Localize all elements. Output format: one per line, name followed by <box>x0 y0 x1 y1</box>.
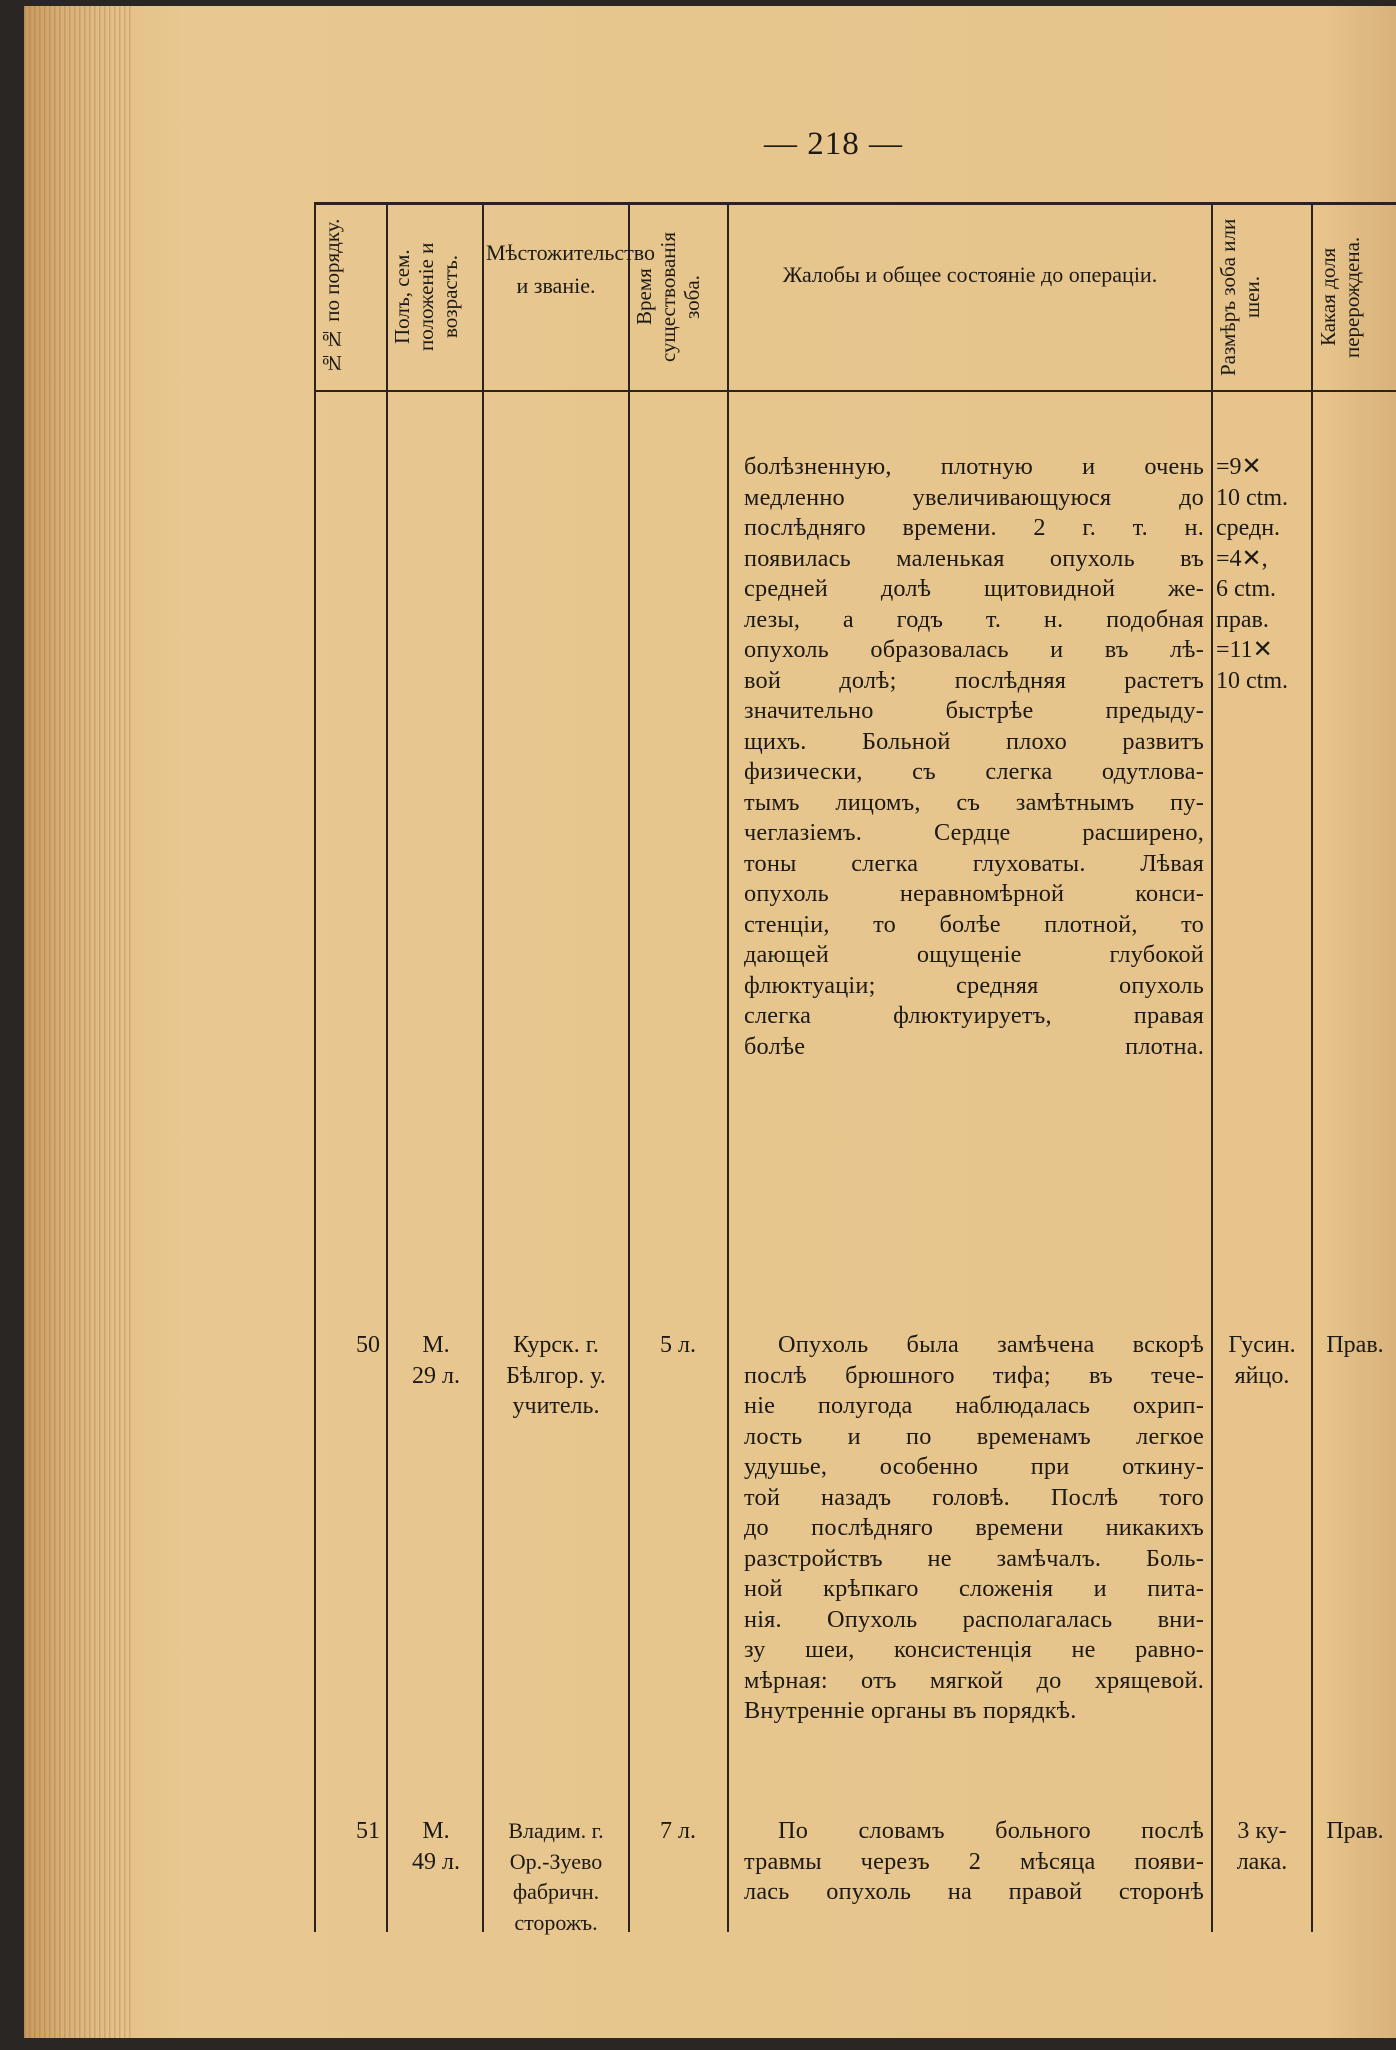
row-51-lobe: Прав. <box>1326 1818 1384 1844</box>
page-number: — 218 — <box>764 126 903 162</box>
header-residence: Мѣстожительство и званіе. <box>486 240 656 298</box>
book-page <box>24 6 1396 2038</box>
header-size: Размѣръ зоба или шеи. <box>1216 218 1264 376</box>
header-complaints: Жалобы и общее состояніе до операціи. <box>782 262 1158 287</box>
table-top-rule <box>316 202 1396 205</box>
row-50-size: Гусин. яйцо. <box>1228 1332 1296 1389</box>
col-rule-2 <box>482 202 484 1932</box>
row-50-number: 50 <box>356 1332 380 1358</box>
col-rule-1 <box>386 202 388 1932</box>
col-rule-3 <box>628 202 630 1932</box>
row-50-residence: Курск. г. Бѣлгор. у. учитель. <box>506 1332 606 1420</box>
header-number: №№ по порядку. <box>320 218 344 376</box>
col-rule-4 <box>727 202 729 1932</box>
row-50-complaints: Опухоль была замѣчена вскорѣ послѣ брюшного тифа; въ тече- ніе полугода наблюдалась охрип- лость и по временамъ легкое удушье, особенно при откину- той назадъ головѣ. Послѣ того до послѣдняго времени никакихъ разстройствъ не замѣчалъ. Боль- ной крѣпкаго сложенія и пита- нія. Опухоль располагалась вни- зу шеи, консистенція не равно- мѣрная: отъ мягкой до хрящевой. Внутренніе органы въ порядкѣ. <box>744 1331 1204 1724</box>
continuation-size: =9✕ 10 ctm. средн. =4✕, 6 ctm. прав. =11✕ 10 ctm. <box>1216 454 1288 694</box>
header-sex-age: Полъ, сем. положеніе и возрастъ. <box>390 242 462 352</box>
header-bottom-rule <box>316 390 1396 392</box>
header-lobe: Какая доля перерождена. <box>1316 236 1364 358</box>
header-duration: Время существованія зоба. <box>632 231 704 363</box>
col-rule-5 <box>1211 202 1213 1932</box>
row-51-number: 51 <box>356 1818 380 1844</box>
row-51-size: 3 ку- лака. <box>1236 1818 1288 1875</box>
page-stack-edges <box>24 6 134 2038</box>
col-rule-6 <box>1311 202 1313 1932</box>
row-51-sex-age: М. 49 л. <box>412 1818 460 1875</box>
row-51-residence: Владим. г. Ор.-Зуево фабричн. сторожъ. <box>508 1818 604 1935</box>
row-50-duration: 5 л. <box>660 1332 696 1358</box>
row-51-complaints: По словамъ больного послѣ травмы черезъ 2 мѣсяца появи- лась опухоль на правой сторонѣ <box>744 1817 1204 1905</box>
row-51-duration: 7 л. <box>660 1818 696 1844</box>
row-50-lobe: Прав. <box>1326 1332 1384 1358</box>
col-rule-0 <box>314 202 316 1932</box>
continuation-complaints: болѣзненную, плотную и очень медленно увеличивающуюся до послѣдняго времени. 2 г. т. н. появилась маленькая опухоль въ средней долѣ щитовидной же- лезы, а годъ т. н. подобная опухоль образовалась и въ лѣ- вой долѣ; послѣдняя растетъ значительно быстрѣе предыду- щихъ. Больной плохо развитъ физически, съ слегка одутлова- тымъ лицомъ, съ замѣтнымъ пу- чеглазіемъ. Сердце расширено, тоны слегка глуховаты. Лѣвая опухоль неравномѣрной конси- стенціи, то болѣе плотной, то дающей ощущеніе глубокой флюктуаціи; средняя опухоль слегка флюктуируетъ, правая болѣе плотна. <box>744 453 1204 1060</box>
row-50-sex-age: М. 29 л. <box>412 1332 460 1389</box>
